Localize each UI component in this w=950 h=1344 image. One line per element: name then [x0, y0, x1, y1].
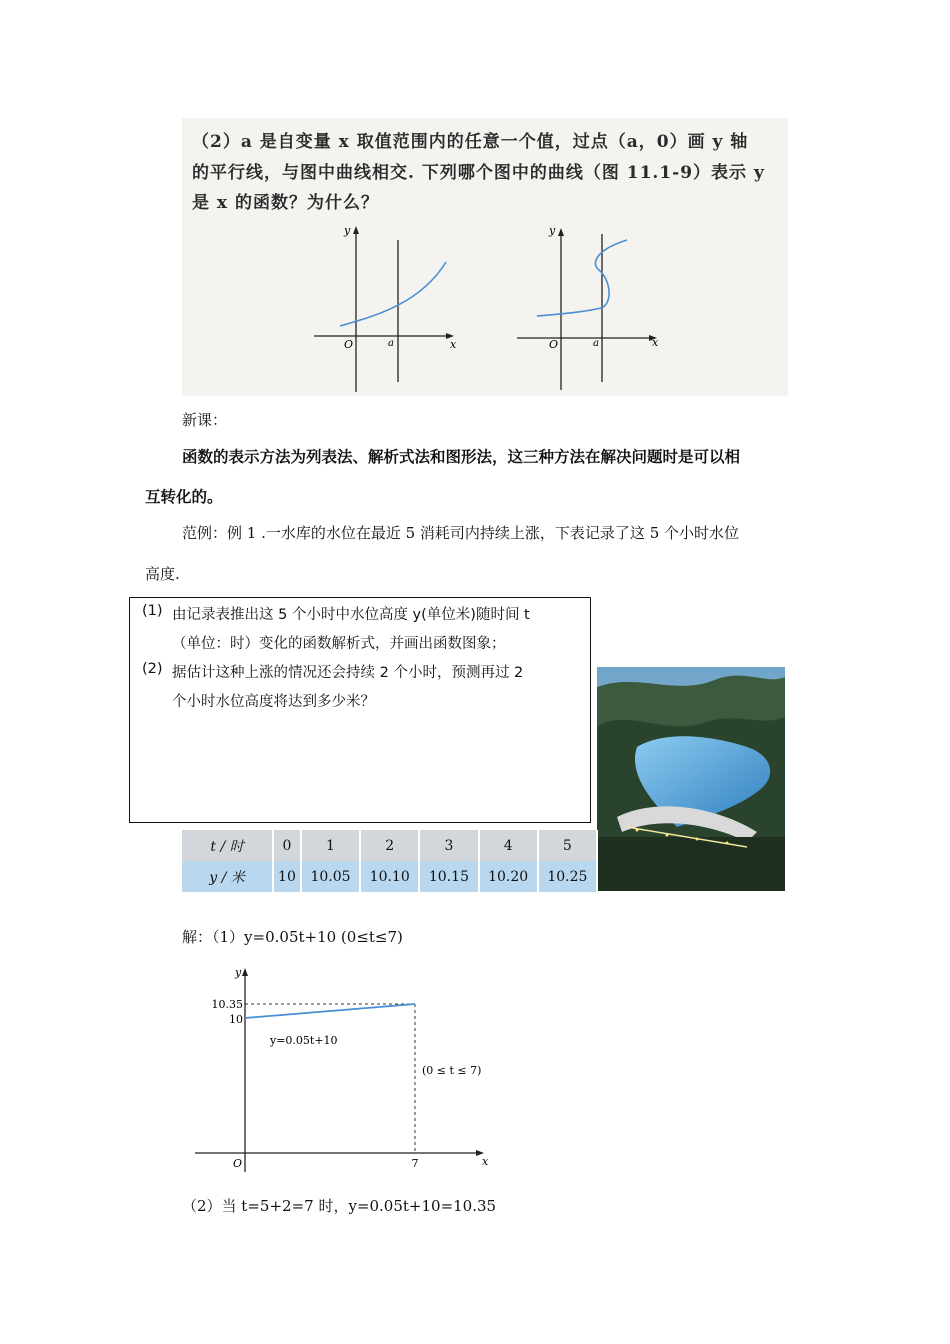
table-cell: 4 [479, 830, 538, 861]
table-row-time [182, 830, 597, 861]
table-cell: 5 [538, 830, 597, 861]
table-cell: 0 [273, 830, 301, 861]
table-header-height: y / 米 [182, 861, 273, 892]
solution-chart [190, 960, 510, 1180]
origin-label: O [344, 338, 354, 351]
equation-label: y=0.05t+10 [270, 1034, 338, 1047]
y-axis-arrow [242, 968, 248, 976]
solution-line1: 解：（1）y=0.05t+10 (0≤t≤7) [182, 928, 403, 946]
question-2-line2: 个小时水位高度将达到多少米？ [172, 694, 375, 710]
example-line1: 范例：例 1 .一水库的水位在最近 5 消耗司内持续上涨，下表记录了这 5 个小时水位 [182, 524, 740, 542]
question-1-line2: （单位：时）变化的函数解析式，并画出函数图象； [172, 636, 506, 652]
origin-label: O [549, 338, 559, 351]
solution-line2: （2）当 t=5+2=7 时，y=0.05t+10=10.35 [182, 1197, 497, 1215]
table-cell: 1 [301, 830, 360, 861]
problem2-line1: （2）a 是自变量 x 取值范围内的任意一个值，过点（a，0）画 y 轴 [192, 132, 749, 152]
problem2-line2: 的平行线，与图中曲线相交. 下列哪个图中的曲线（图 11.1-9）表示 y [192, 163, 765, 183]
domain-label: (0 ≤ t ≤ 7) [422, 1064, 482, 1077]
y-label: y [344, 224, 351, 237]
series-line [245, 1004, 415, 1018]
y-tick-label-bottom: 10 [229, 1013, 243, 1026]
x-tick-origin: O [232, 1157, 242, 1170]
y-tick-label-top: 10.35 [211, 998, 243, 1011]
table-cell: 10.25 [538, 861, 597, 892]
x-tick-end: 7 [411, 1157, 419, 1170]
table-cell: 10.20 [479, 861, 538, 892]
table-cell: 10 [273, 861, 301, 892]
question-1-line1: 由记录表推出这 5 个小时中水位高度 y(单位米)随时间 t [172, 607, 530, 623]
a-label: a [388, 338, 394, 349]
table-cell: 10.05 [301, 861, 360, 892]
water-level-table [182, 830, 598, 892]
problem2-line3: 是 x 的函数？为什么？ [192, 193, 379, 213]
x-label: x [450, 338, 457, 351]
table-row-height [182, 861, 597, 892]
lesson-bold-line2: 互转化的。 [145, 488, 223, 506]
lesson-bold-line1: 函数的表示方法为列表法、解析式法和图形法，这三种方法在解决问题时是可以相 [182, 448, 741, 466]
table-cell: 3 [419, 830, 478, 861]
reservoir-photo [597, 667, 785, 891]
a-label: a [593, 338, 599, 349]
graph-non-function-curve [505, 220, 675, 392]
table-header-time: t / 时 [182, 830, 273, 861]
question-2-number: (2) [142, 661, 163, 677]
s-curve [537, 240, 627, 316]
table-cell: 2 [360, 830, 419, 861]
new-lesson-heading: 新课： [182, 411, 228, 429]
y-axis-label: y [235, 966, 242, 979]
example-line2: 高度. [145, 565, 180, 583]
question-1-number: (1) [142, 603, 163, 619]
question-2-line1: 据估计这种上涨的情况还会持续 2 个小时，预测再过 2 [172, 665, 524, 681]
table-cell: 10.15 [419, 861, 478, 892]
table-cell: 10.10 [360, 861, 419, 892]
x-axis-label: x [482, 1155, 489, 1168]
y-label: y [549, 224, 556, 237]
question-box [129, 597, 591, 823]
x-label: x [652, 336, 659, 349]
graph-function-curve [300, 220, 470, 392]
